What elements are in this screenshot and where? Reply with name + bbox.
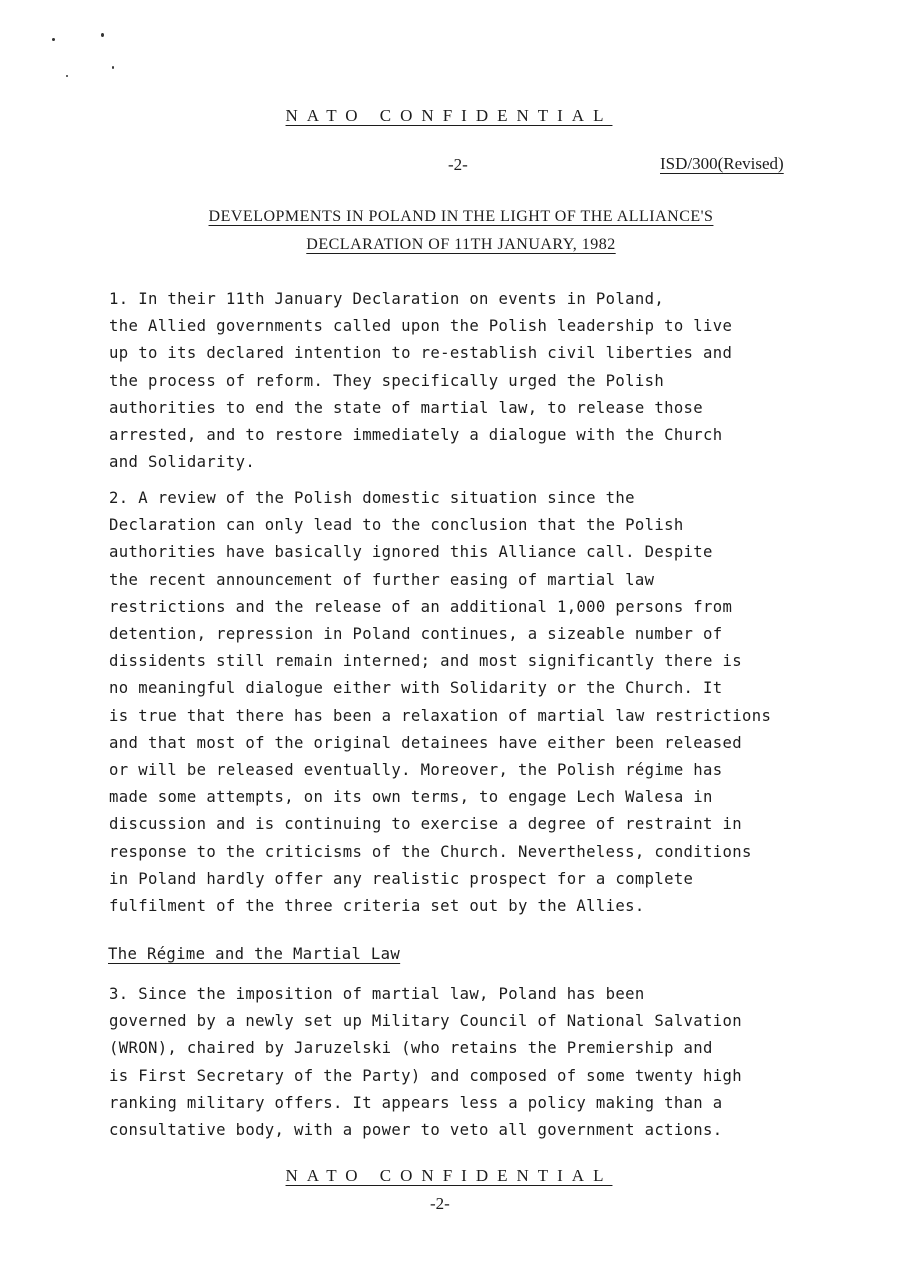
paragraph-2: 2. A review of the Polish domestic situation since the Declaration can only lead to the conclusion that the Polish authorities have basically ignored this Alliance call. Despite the recent announcement of further easing of martial law restrictions and the release of an additional 1,000 persons from detention, repression in Poland continues, a sizeable number of dissidents still remain interned; and most significantly there is no meaningful dialogue either with Solidarity or the Church. It is true that there has been a relaxation of martial law restrictions and that most of the original detainees have either been released or will be released eventually. Moreover, the Polish régime has made some attempts, on its own terms, to engage Lech Walesa in discussion and is continuing to exercise a degree of restraint in response to the criticisms of the Church. Nevertheless, conditions in Poland hardly offer any realistic prospect for a complete fulfilment of the three criteria set out by the Allies.: [109, 489, 772, 916]
section-heading: The Régime and the Martial Law: [108, 945, 401, 963]
paragraph-1: 1. In their 11th January Declaration on events in Poland, the Allied governments called upon the Polish leadership to live up to its declared intention to re-establish civil liberties and the process of reform. They specifically urged the Polish authorities to end the state of martial law, to release those arrested, and to restore immediately a dialogue with the Church and Solidarity.: [109, 290, 733, 472]
scan-speck: [112, 66, 114, 69]
document-reference: ISD/300(Revised): [660, 154, 784, 173]
paragraph-3: 3. Since the imposition of martial law, Poland has been governed by a newly set up Military Council of National Salvation (WRON), chaired by Jaruzelski (who retains the Premiership and is First Secretary of the Party) and composed of some twenty high ranking military offers. It appears less a policy making than a consultative body, with a power to veto all government actions.: [109, 985, 742, 1140]
document-title-line-2: DECLARATION OF 11TH JANUARY, 1982: [306, 236, 616, 253]
document-title-line-1: DEVELOPMENTS IN POLAND IN THE LIGHT OF THE ALLIANCE'S: [208, 208, 714, 225]
footer-page-number: -2-: [430, 1194, 450, 1213]
scan-speck: [101, 33, 104, 37]
header-classification: NATO CONFIDENTIAL: [285, 106, 613, 125]
header-page-number: -2-: [448, 155, 468, 174]
footer-classification: NATO CONFIDENTIAL: [285, 1166, 613, 1185]
scan-speck: [66, 75, 68, 77]
scan-speck: [52, 38, 55, 41]
